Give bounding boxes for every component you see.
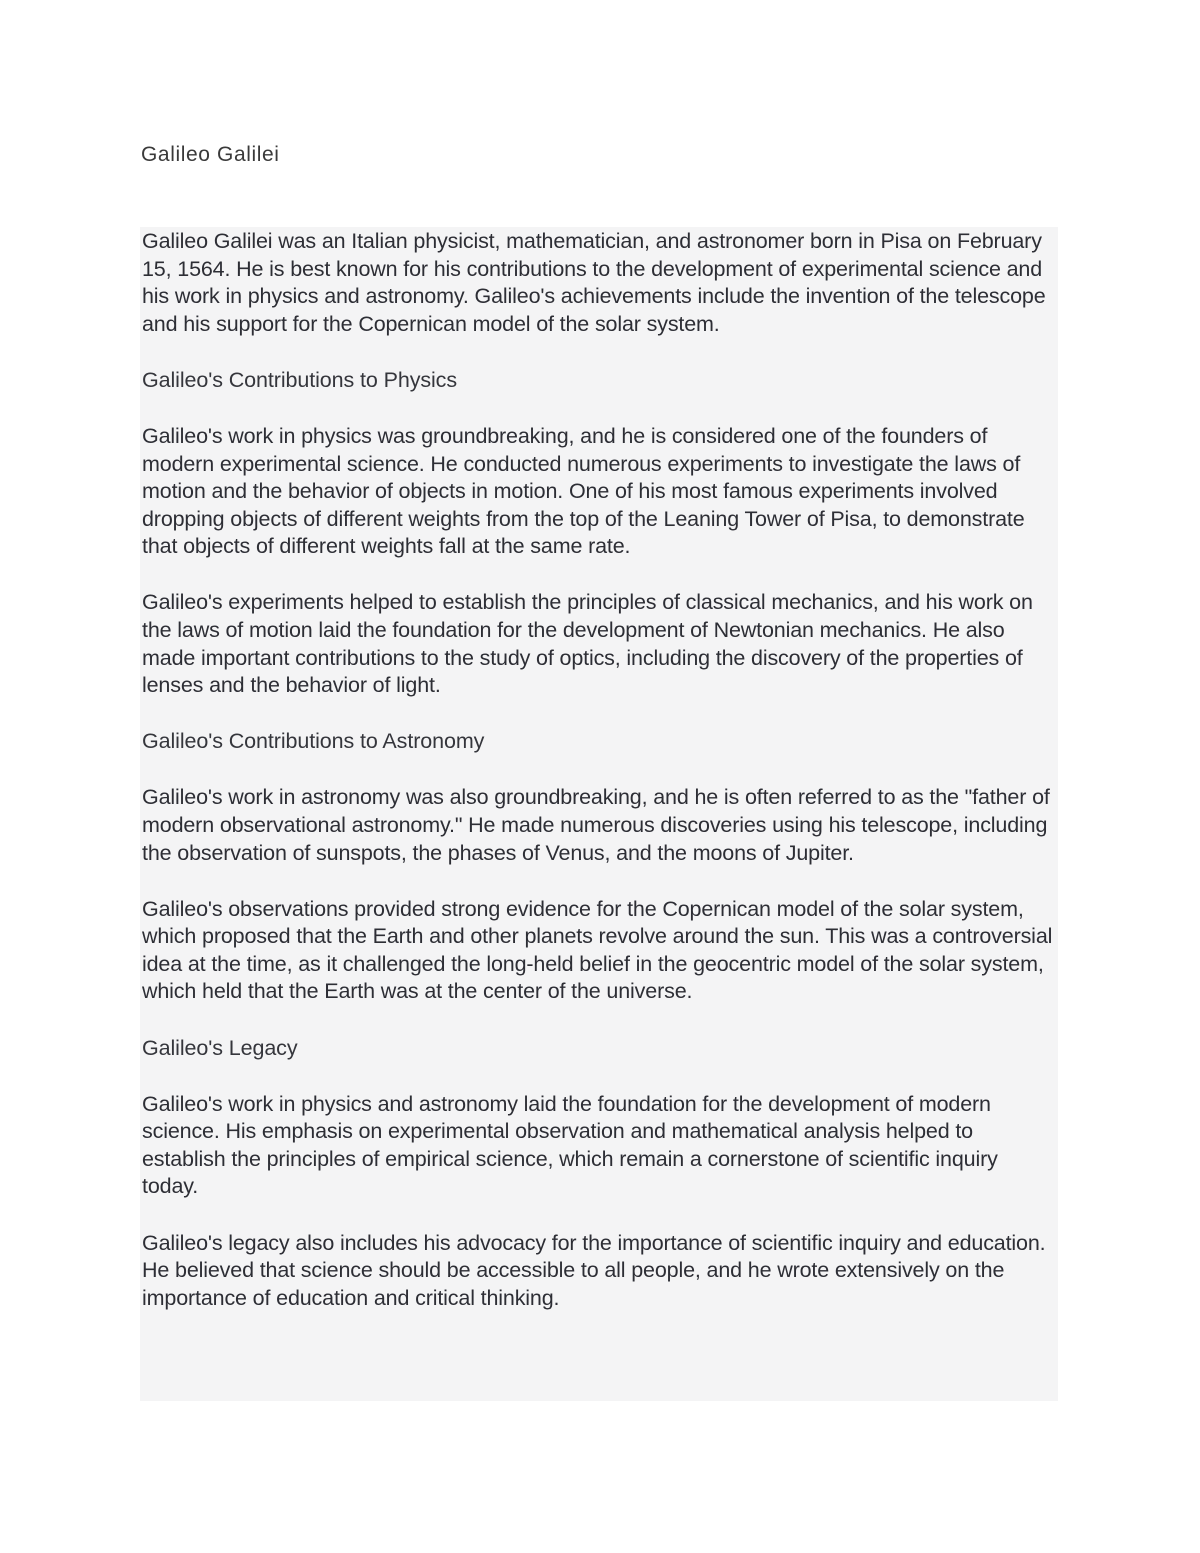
section-heading-astronomy: Galileo's Contributions to Astronomy <box>142 729 485 754</box>
intro-paragraph: Galileo Galilei was an Italian physicist, mathematician, and astronomer born in Pisa on February 15, 1564. He is best known for his contributions to the development of experimental science and his work in physics and astronomy. Galileo's achievements include the invention of the telescope and his support for the Copernican model of the solar system. <box>142 229 1046 336</box>
physics-paragraph-2: Galileo's experiments helped to establish the principles of classical mechanics, and his work on the laws of motion laid the foundation for the development of Newtonian mechanics. He also made important contributions to the study of optics, including the discovery of the properties of lenses and the behavior of light. <box>142 590 1033 698</box>
physics-paragraph-1: Galileo's work in physics was groundbreaking, and he is considered one of the founders of modern experimental science. He conducted numerous experiments to investigate the laws of motion and the behavior of objects in motion. One of his most famous experiments involved dropping objects of different weights from the top of the Leaning Tower of Pisa, to demonstrate that objects of different weights fall at the same rate. <box>142 423 1025 559</box>
spacer <box>142 1201 1058 1230</box>
spacer <box>142 1006 1058 1035</box>
spacer <box>142 338 1058 367</box>
spacer <box>142 394 1058 423</box>
spacer <box>142 867 1058 896</box>
spacer <box>142 561 1058 590</box>
astronomy-paragraph-2: Galileo's observations provided strong evidence for the Copernican model of the solar system, which proposed that the Earth and other planets revolve around the sun. This was a controversial idea at the time, as it challenged the long-held belief in the geocentric model of the solar system, which held that the Earth was at the center of the universe. <box>142 896 1053 1004</box>
spacer <box>142 1062 1058 1091</box>
astronomy-paragraph-1: Galileo's work in astronomy was also groundbreaking, and he is often referred to as the "father of modern observational astronomy." He made numerous discoveries using his telescope, including the observation of sunspots, the phases of Venus, and the moons of Jupiter. <box>142 785 1050 865</box>
section-heading-legacy: Galileo's Legacy <box>142 1035 298 1060</box>
section-heading-physics: Galileo's Contributions to Physics <box>142 367 457 392</box>
legacy-paragraph-1: Galileo's work in physics and astronomy laid the foundation for the development of modern science. His emphasis on experimental observation and mathematical analysis helped to establish the principles of empirical science, which remain a cornerstone of scientific inquiry today. <box>142 1091 998 1199</box>
spacer <box>142 700 1058 729</box>
document-title: Galileo Galilei <box>141 143 280 166</box>
spacer <box>142 756 1058 785</box>
document-body <box>140 227 1058 1401</box>
legacy-paragraph-2: Galileo's legacy also includes his advocacy for the importance of scientific inquiry and education. He believed that science should be accessible to all people, and he wrote extensively on the importance of education and critical thinking. <box>142 1230 1046 1310</box>
